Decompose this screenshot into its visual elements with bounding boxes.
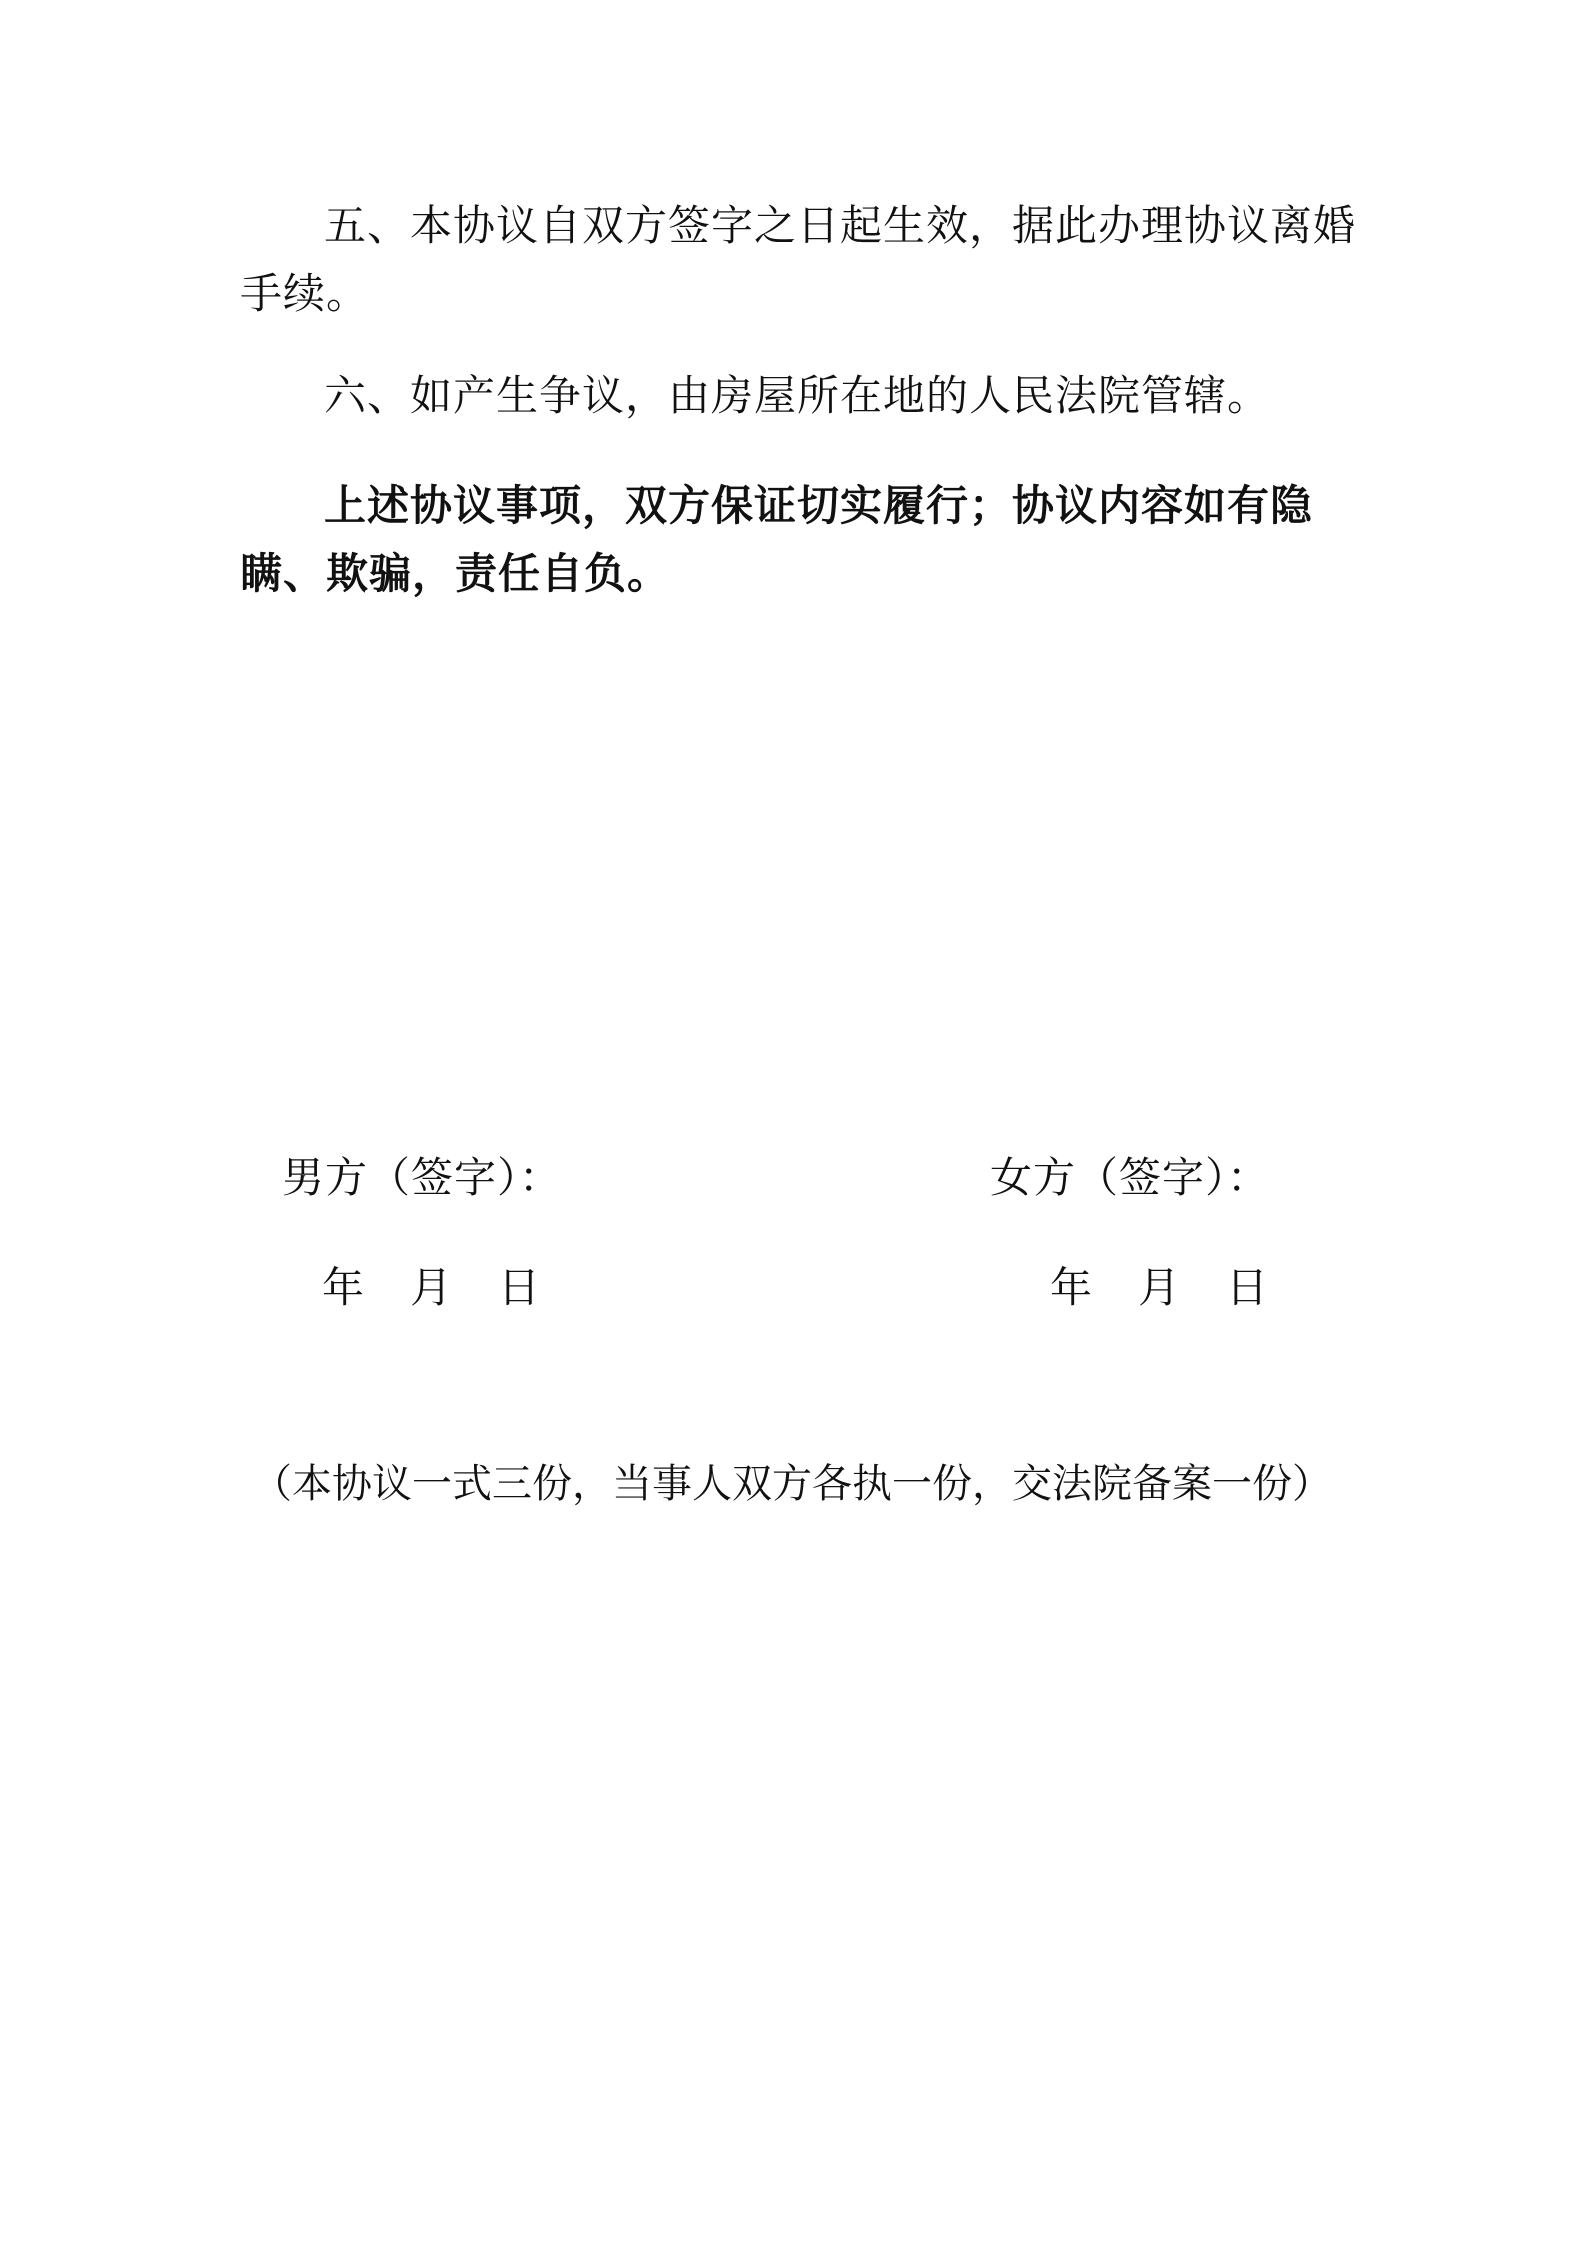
year-label: 年 xyxy=(1050,1263,1093,1312)
copies-footnote: （本协议一式三份，当事人双方各执一份，交法院备案一份） xyxy=(252,1461,1332,1507)
male-signature-label: 男方（签字）： xyxy=(282,1153,563,1202)
closing-statement: 上述协议事项，双方保证切实履行；协议内容如有隐瞒、欺骗，责任自负。 xyxy=(240,481,1314,598)
day-label: 日 xyxy=(1226,1263,1269,1312)
month-label: 月 xyxy=(410,1263,453,1312)
month-label: 月 xyxy=(1138,1263,1181,1312)
female-signature-label: 女方（签字）： xyxy=(990,1153,1271,1202)
female-date-line xyxy=(1050,1262,1268,1314)
male-date-line xyxy=(322,1262,540,1314)
year-label: 年 xyxy=(322,1263,365,1312)
clause-five: 五、本协议自双方签字之日起生效，据此办理协议离婚手续。 xyxy=(240,201,1357,318)
day-label: 日 xyxy=(498,1263,541,1312)
clause-six: 六、如产生争议，由房屋所在地的人民法院管辖。 xyxy=(324,371,1271,420)
